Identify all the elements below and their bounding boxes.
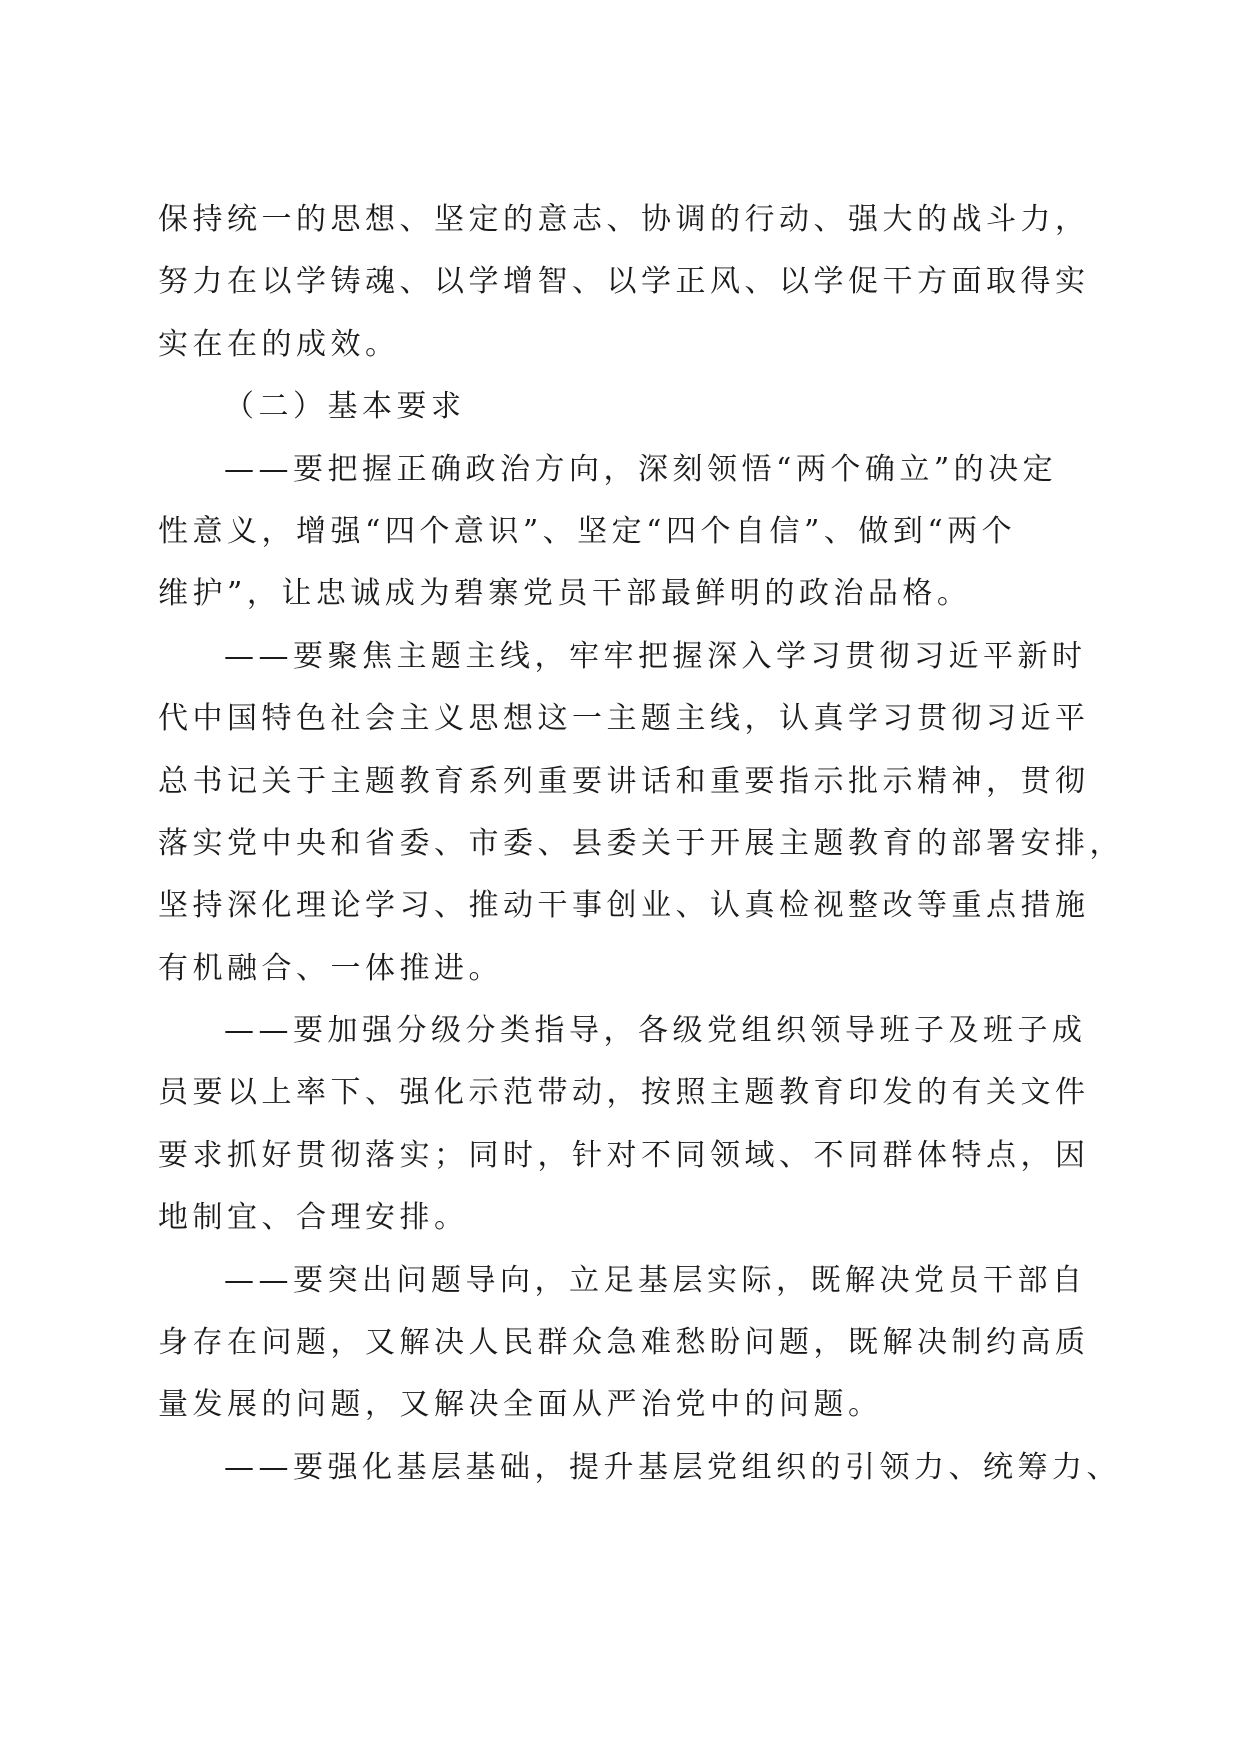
text-line: 员要以上率下、强化示范带动，按照主题教育印发的有关文件 bbox=[158, 1075, 1090, 1111]
text-line: 代中国特色社会主义思想这一主题主线，认真学习贯彻习近平 bbox=[158, 701, 1090, 737]
text-line: 保持统一的思想、坚定的意志、协调的行动、强大的战斗力， bbox=[158, 202, 1090, 237]
text-line: 身存在问题，又解决人民群众急难愁盼问题，既解决制约高质 bbox=[158, 1325, 1090, 1361]
text-line: 努力在以学铸魂、以学增智、以学正风、以学促干方面取得实 bbox=[158, 264, 1090, 300]
text-line: ——要把握正确政治方向，深刻领悟“两个确立”的决定 bbox=[224, 451, 1058, 487]
text-line: ——要强化基层基础，提升基层党组织的引领力、统筹力、 bbox=[224, 1449, 1121, 1485]
text-line: 量发展的问题，又解决全面从严治党中的问题。 bbox=[158, 1387, 883, 1423]
text-line: 地制宜、合理安排。 bbox=[158, 1200, 469, 1236]
section-heading: （二）基本要求 bbox=[224, 389, 466, 425]
text-line: 有机融合、一体推进。 bbox=[158, 950, 503, 986]
text-line: 落实党中央和省委、市委、县委关于开展主题教育的部署安排， bbox=[158, 825, 1124, 861]
text-line: 性意义，增强“四个意识”、坚定“四个自信”、做到“两个 bbox=[158, 513, 1017, 549]
body-text bbox=[158, 189, 1124, 1499]
text-line: 要求抓好贯彻落实；同时，针对不同领域、不同群体特点，因 bbox=[158, 1137, 1090, 1173]
text-line: ——要突出问题导向，立足基层实际，既解决党员干部自 bbox=[224, 1262, 1087, 1298]
text-line: 坚持深化理论学习、推动干事创业、认真检视整改等重点措施 bbox=[158, 888, 1090, 924]
text-line: 维护”，让忠诚成为碧寨党员干部最鲜明的政治品格。 bbox=[158, 576, 972, 612]
text-line: 总书记关于主题教育系列重要讲话和重要指示批示精神，贯彻 bbox=[158, 763, 1090, 799]
text-line: ——要聚焦主题主线，牢牢把握深入学习贯彻习近平新时 bbox=[224, 638, 1087, 674]
text-line: 实在在的成效。 bbox=[158, 326, 400, 362]
text-line: ——要加强分级分类指导，各级党组织领导班子及班子成 bbox=[224, 1013, 1087, 1049]
